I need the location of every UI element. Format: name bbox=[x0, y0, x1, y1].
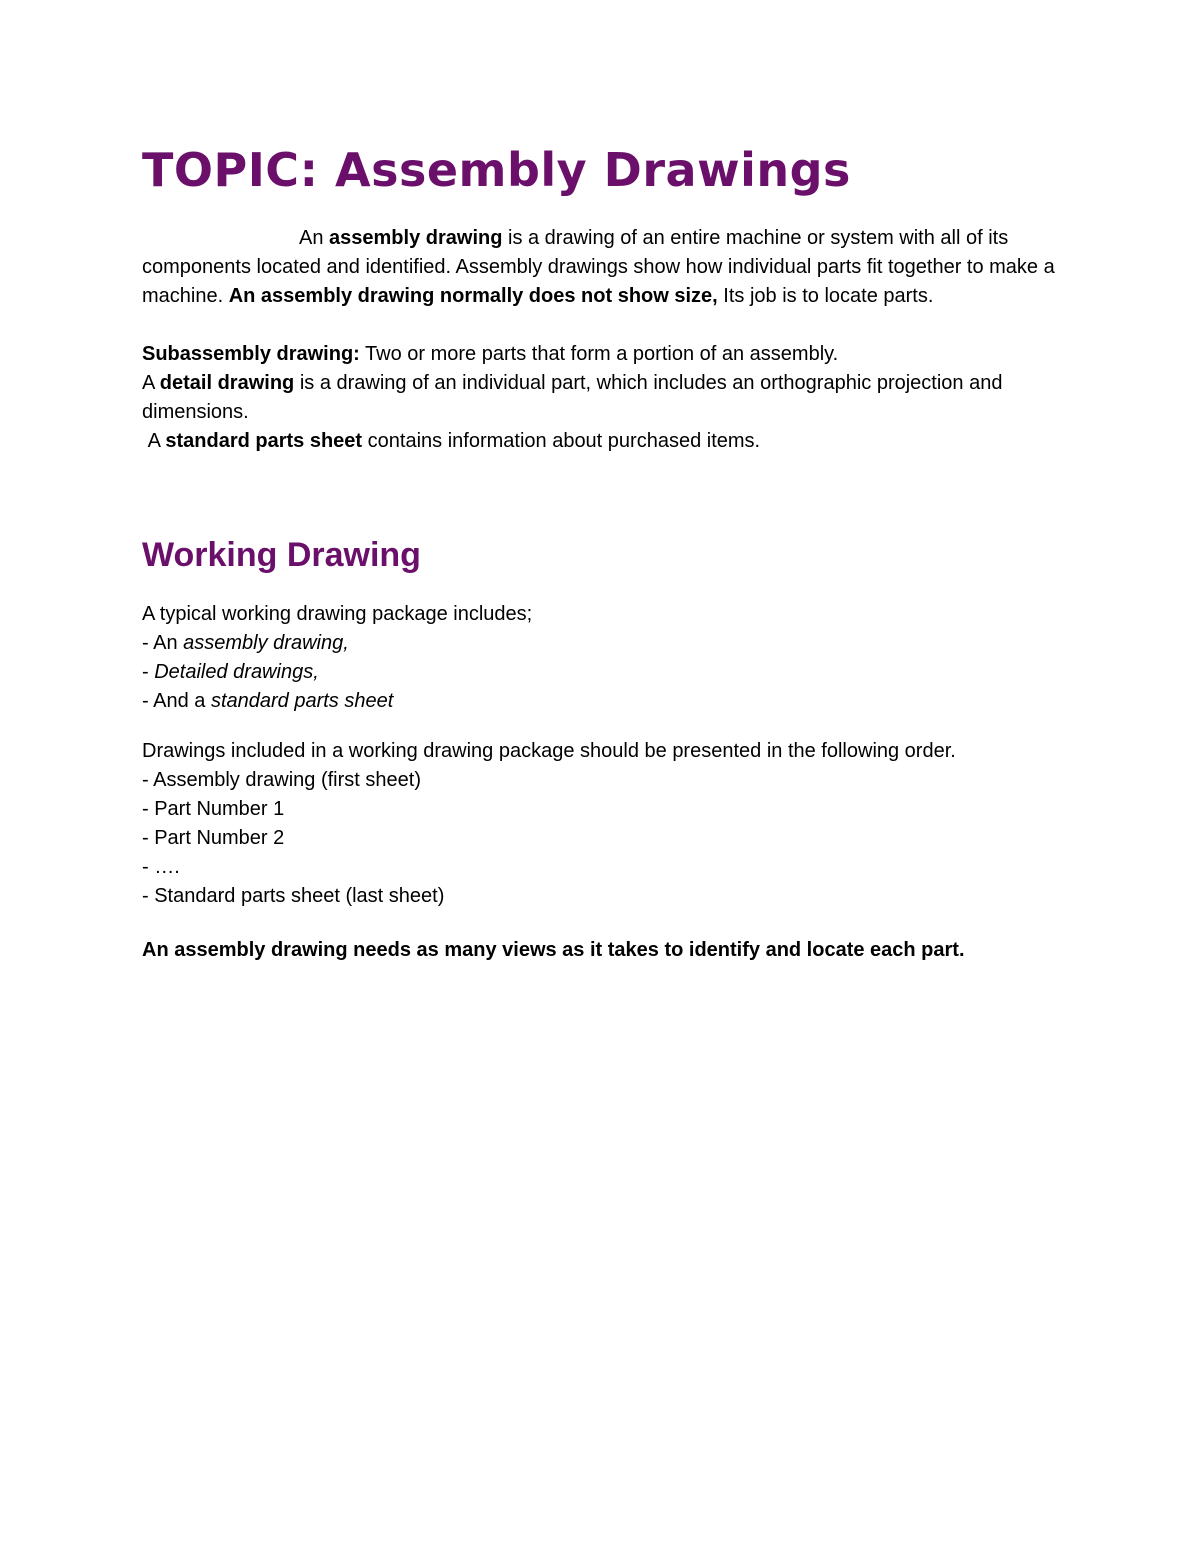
intro-term: assembly drawing bbox=[329, 227, 503, 249]
list-item-italic: Detailed drawings, bbox=[154, 661, 319, 683]
subassembly-text: Two or more parts that form a portion of an assembly. bbox=[359, 343, 839, 365]
subassembly-term: Subassembly drawing: bbox=[142, 343, 360, 365]
order-intro: Drawings included in a working drawing package should be presented in the following order. bbox=[142, 740, 956, 762]
list-item: - …. bbox=[142, 856, 180, 878]
list-item-prefix: - bbox=[142, 661, 155, 683]
std-text: contains information about purchased items. bbox=[362, 430, 761, 452]
detail-text: is a drawing of an individual part, which includes an orthographic projection and dimensions. bbox=[142, 372, 1003, 423]
intro-bold-statement: An assembly drawing normally does not show size, bbox=[228, 285, 718, 307]
list-item: - Part Number 1 bbox=[142, 798, 285, 820]
closing-statement bbox=[142, 936, 1072, 965]
list-item-prefix: - And a bbox=[142, 690, 211, 712]
detail-definition bbox=[142, 369, 1072, 427]
list-item: - Standard parts sheet (last sheet) bbox=[142, 885, 445, 907]
standard-parts-definition bbox=[142, 427, 1072, 456]
detail-pre: A bbox=[142, 372, 160, 394]
subassembly-definition bbox=[142, 340, 1072, 369]
detail-term: detail drawing bbox=[159, 372, 295, 394]
intro-post: Its job is to locate parts. bbox=[717, 285, 934, 307]
list-item: - Assembly drawing (first sheet) bbox=[142, 769, 421, 791]
package-list bbox=[142, 629, 1072, 716]
std-term: standard parts sheet bbox=[165, 430, 363, 452]
working-intro: A typical working drawing package includes; bbox=[142, 603, 533, 625]
intro-paragraph bbox=[142, 224, 1072, 311]
intro-pre: An bbox=[299, 227, 330, 249]
closing-bold-text: An assembly drawing needs as many views as it takes to identify and locate each part. bbox=[142, 939, 965, 961]
list-item-italic: assembly drawing, bbox=[183, 632, 349, 654]
section-heading-working-drawing: Working Drawing bbox=[142, 536, 421, 574]
order-list bbox=[142, 766, 1072, 911]
list-item-prefix: - An bbox=[142, 632, 184, 654]
intro-mid: is a drawing of an entire machine or system with all of its components located and identified. Assembly drawings show how individual parts fit together to make a machine. bbox=[142, 227, 1055, 307]
page-title: TOPIC: Assembly Drawings bbox=[142, 143, 851, 197]
list-item bbox=[142, 687, 1072, 716]
document-content bbox=[142, 138, 1072, 965]
list-item bbox=[142, 658, 1072, 687]
std-pre: A bbox=[142, 430, 166, 452]
list-item bbox=[142, 629, 1072, 658]
list-item: - Part Number 2 bbox=[142, 827, 285, 849]
list-item-italic: standard parts sheet bbox=[210, 690, 394, 712]
